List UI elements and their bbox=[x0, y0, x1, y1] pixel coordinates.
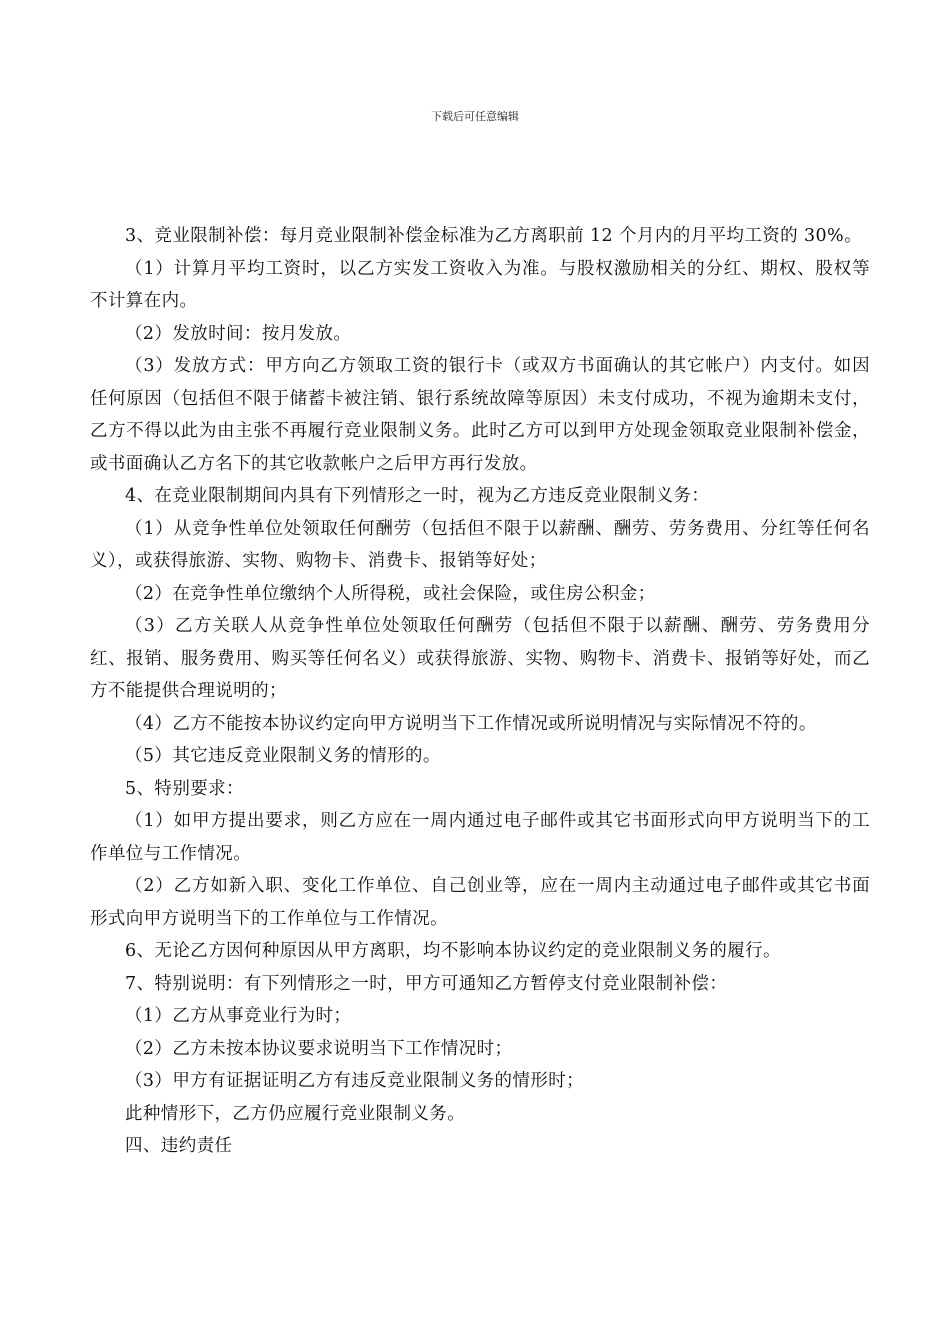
paragraph-clause-4: 4、在竞业限制期间内具有下列情形之一时，视为乙方违反竞业限制义务： bbox=[125, 486, 710, 506]
paragraph-clause-4-2: （2）在竞争性单位缴纳个人所得税，或社会保险，或住房公积金； bbox=[125, 583, 656, 604]
paragraph-clause-7-2: （2）乙方未按本协议要求说明当下工作情况时； bbox=[125, 1038, 513, 1059]
paragraph-clause-5-1: （1）如甲方提出要求，则乙方应在一周内通过电子邮件或其它书面形式向甲方说明当下的工作单位与工作情况。 bbox=[90, 811, 870, 864]
paragraph-clause-3-2: （2）发放时间：按月发放。 bbox=[125, 323, 352, 344]
paragraph-clause-3: 3、竞业限制补偿：每月竞业限制补偿金标准为乙方离职前 12 个月内的月平均工资的 30%。 bbox=[125, 226, 862, 246]
paragraph-clause-7-1: （1）乙方从事竞业行为时； bbox=[125, 1006, 352, 1026]
paragraph-clause-3-1: （1）计算月平均工资时，以乙方实发工资收入为准。与股权激励相关的分红、期权、股权等不计算在内。 bbox=[90, 258, 870, 311]
paragraph-clause-4-5: （5）其它违反竞业限制义务的情形的。 bbox=[125, 746, 441, 766]
paragraph-clause-3-3: （3）发放方式：甲方向乙方领取工资的银行卡（或双方书面确认的其它帐户）内支付。如因任何原因（包括但不限于储蓄卡被注销、银行系统故障等原因）未支付成功，不视为逾期未支付，乙方不得以此为由主张不再履行竞业限制义务。此时乙方可以到甲方处现金领取竞业限制补偿金，或书面确认乙方名下的其它收款帐户之后甲方再行发放。 bbox=[90, 356, 870, 474]
section-heading-breach-liability: 四、违约责任 bbox=[125, 1136, 233, 1156]
paragraph-clause-7: 7、特别说明：有下列情形之一时，甲方可通知乙方暂停支付竞业限制补偿： bbox=[125, 973, 728, 994]
document-body bbox=[90, 220, 870, 1163]
paragraph-clause-4-3: （3）乙方关联人从竞争性单位处领取任何酬劳（包括但不限于以薪酬、酬劳、劳务费用分红、报销、服务费用、购买等任何名义）或获得旅游、实物、购物卡、消费卡、报销等好处，而乙方不能提供合理说明的； bbox=[90, 616, 870, 701]
paragraph-clause-7-note: 此种情形下，乙方仍应履行竞业限制义务。 bbox=[125, 1103, 466, 1124]
paragraph-clause-5: 5、特别要求： bbox=[125, 778, 244, 799]
paragraph-clause-4-1: （1）从竞争性单位处领取任何酬劳（包括但不限于以薪酬、酬劳、劳务费用、分红等任何名义），或获得旅游、实物、购物卡、消费卡、报销等好处； bbox=[90, 518, 870, 571]
header-note: 下载后可任意编辑 bbox=[431, 110, 519, 123]
paragraph-clause-4-4: （4）乙方不能按本协议约定向甲方说明当下工作情况或所说明情况与实际情况不符的。 bbox=[125, 713, 817, 734]
paragraph-clause-6: 6、无论乙方因何种原因从甲方离职，均不影响本协议约定的竞业限制义务的履行。 bbox=[125, 941, 781, 961]
paragraph-clause-5-2: （2）乙方如新入职、变化工作单位、自己创业等，应在一周内主动通过电子邮件或其它书面形式向甲方说明当下的工作单位与工作情况。 bbox=[90, 876, 870, 929]
paragraph-clause-7-3: （3）甲方有证据证明乙方有违反竞业限制义务的情形时； bbox=[125, 1071, 585, 1091]
